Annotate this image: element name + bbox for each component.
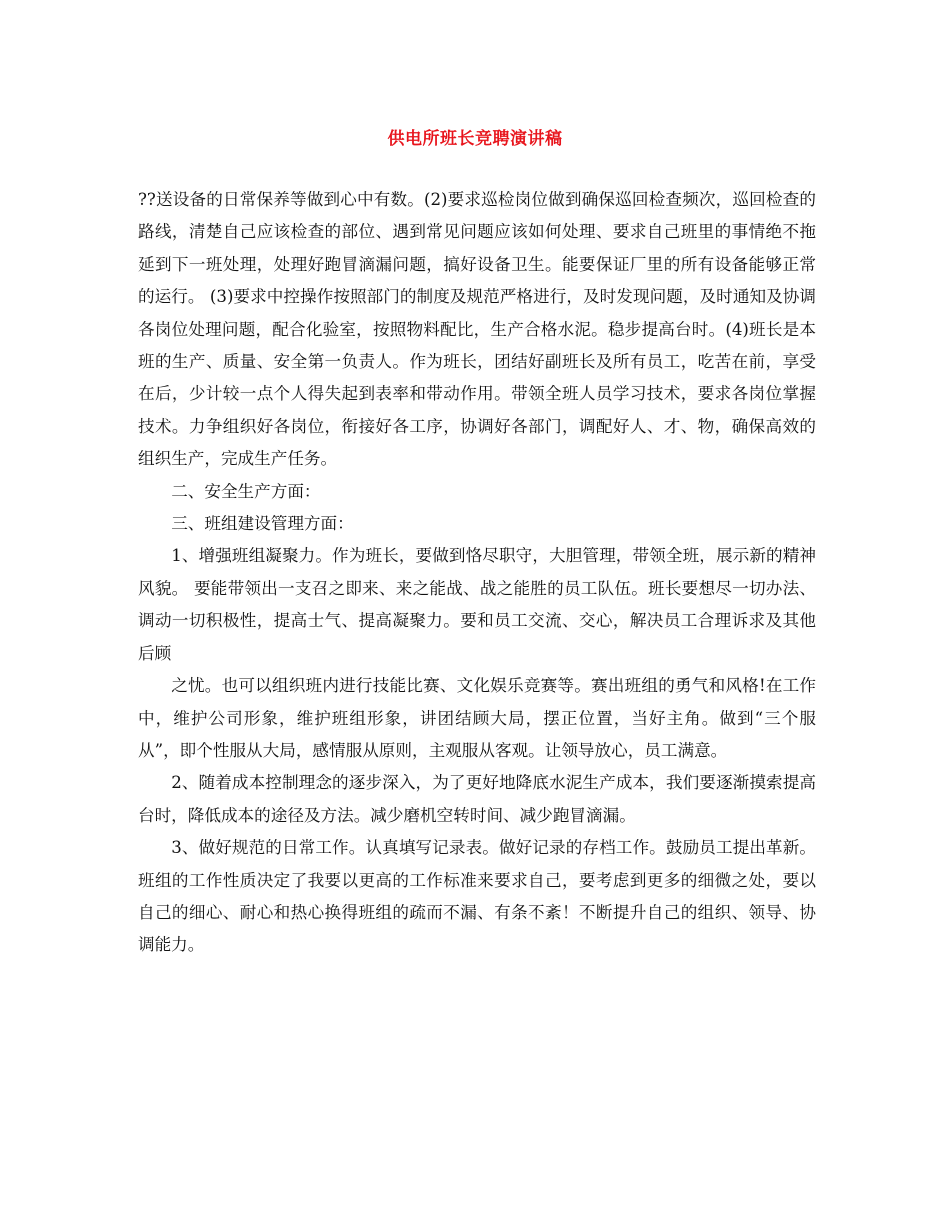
heading-safety-production: 二、安全生产方面：: [171, 481, 321, 501]
paragraph-cost-control: 2、随着成本控制理念的逐步深入，为了更好地降底水泥生产成本，我们要逐渐摸索提高台时，降低成本的途径及方法。减少磨机空转时间、减少跑冒滴漏。: [138, 773, 816, 825]
paragraph-cohesion: 1、增强班组凝聚力。作为班长，要做到恪尽职守，大胆管理，带领全班，展示新的精神风貌。 要能带领出一支召之即来、来之能战、战之能胜的员工队伍。班长要想尽一切办法、调动一切积极性，提高士气、提高凝聚力。要和员工交流、交心，解决员工合理诉求及其他后顾: [138, 546, 816, 663]
paragraph-equipment-duties: ??送设备的日常保养等做到心中有数。(2)要求巡检岗位做到确保巡回检查频次，巡回检查的路线，清楚自己应该检查的部位、遇到常见问题应该如何处理、要求自己班里的事情绝不拖延到下一班处理，处理好跑冒滴漏问题，搞好设备卫生。能要保证厂里的所有设备能够正常的运行。 (3)要求中控操作按照部门的制度及规范严格进行，及时发现问题，及时通知及协调各岗位处理问题，配合化验室，按照物料配比，生产合格水泥。稳步提高台时。(4)班长是本班的生产、质量、安全第一负责人。作为班长，团结好副班长及所有员工，吃苦在前，享受在后，少计较一点个人得失起到表率和带动作用。带领全班人员学习技术，要求各岗位掌握技术。力争组织好各岗位，衔接好各工序，协调好各部门，调配好人、才、物，确保高效的组织生产，完成生产任务。: [138, 190, 816, 469]
paragraph-daily-work: 3、做好规范的日常工作。认真填写记录表。做好记录的存档工作。鼓励员工提出革新。班组的工作性质决定了我要以更高的工作标准来要求自己，要考虑到更多的细微之处，要以自己的细心、耐心和热心换得班组的疏而不漏、有条不紊！不断提升自己的组织、领导、协调能力。: [138, 838, 816, 955]
heading-team-building: 三、班组建设管理方面：: [171, 514, 354, 534]
document-title: 供电所班长竞聘演讲稿: [387, 129, 563, 149]
paragraph-cohesion-continued: 之忧。也可以组织班内进行技能比赛、文化娱乐竞赛等。赛出班组的勇气和风格!在工作中，维护公司形象，维护班组形象，讲团结顾大局，摆正位置，当好主角。做到“三个服从”，即个性服从大局，感情服从原则，主观服从客观。让领导放心，员工满意。: [138, 676, 816, 760]
document-body: [138, 184, 816, 962]
